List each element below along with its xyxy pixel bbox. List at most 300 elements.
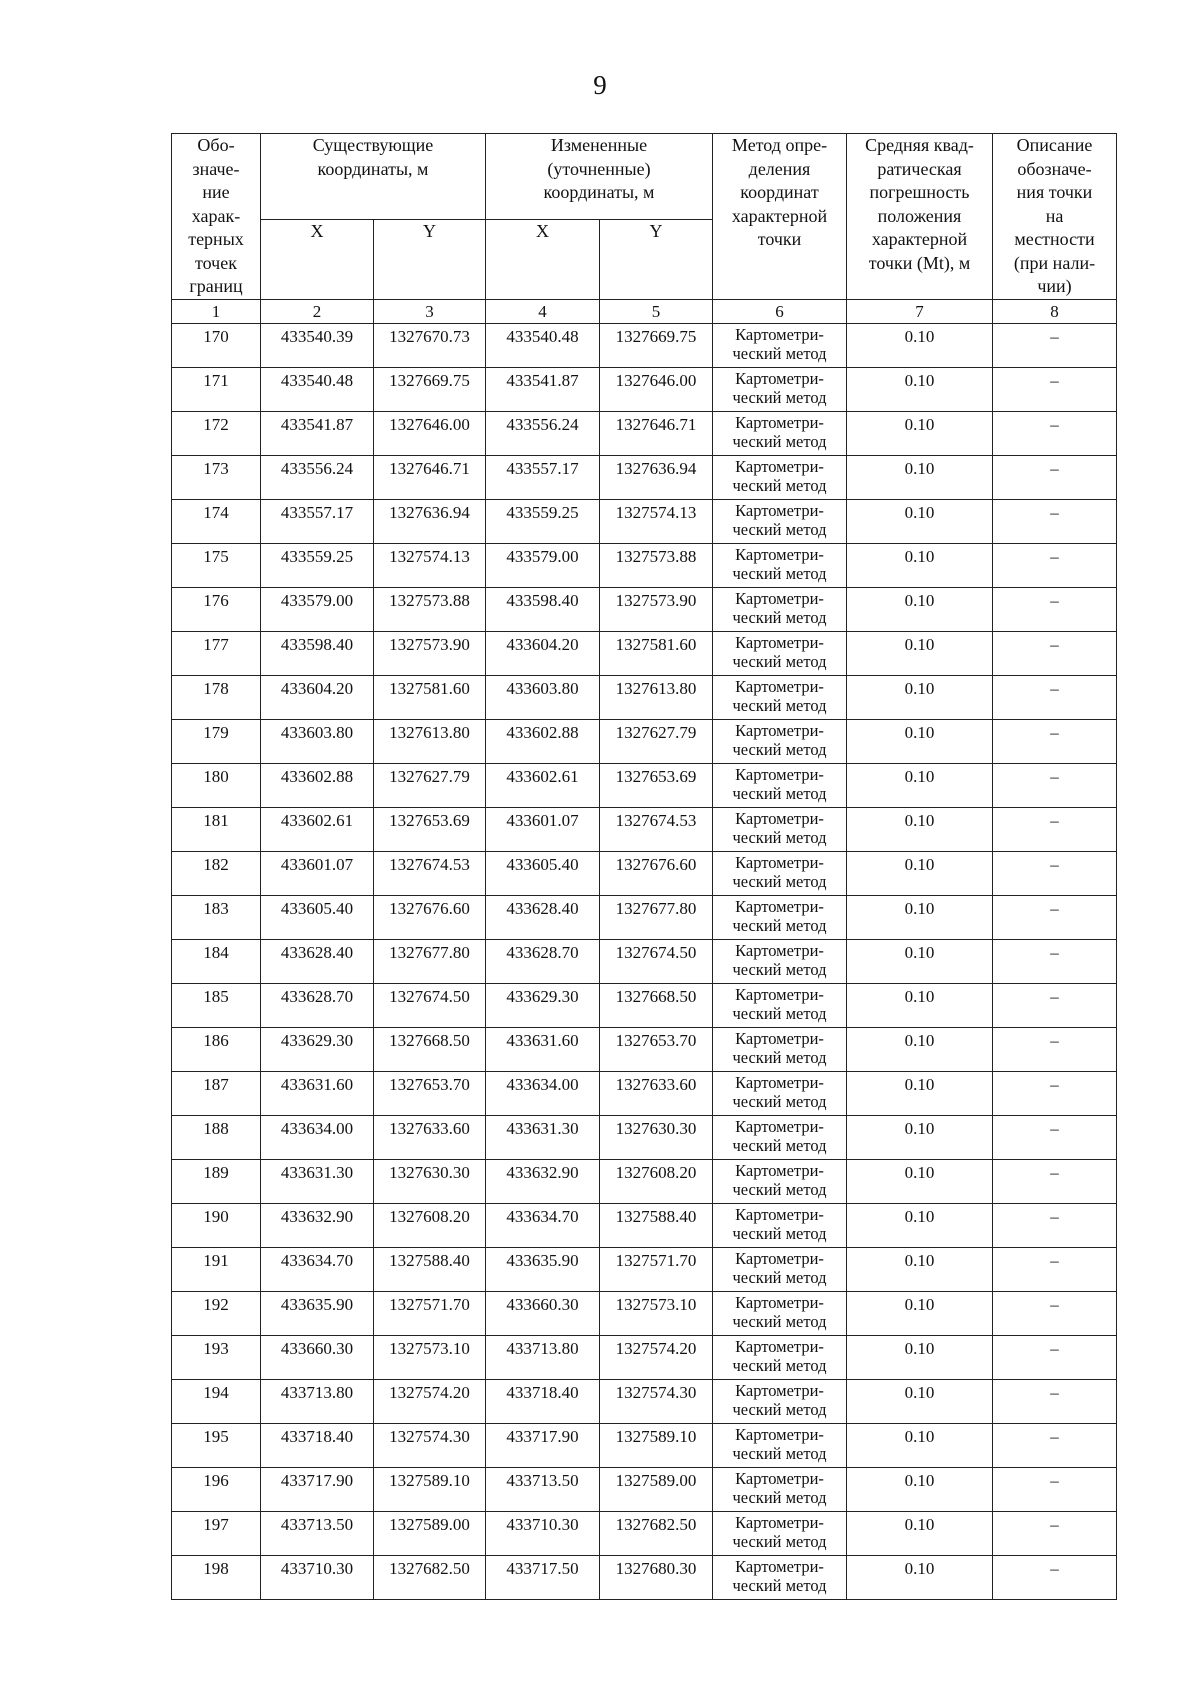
column-number-row <box>172 299 1117 323</box>
changed-y-cell: 1327573.90 <box>600 587 713 631</box>
method-cell <box>713 1159 847 1203</box>
existing-y-cell: 1327581.60 <box>374 675 486 719</box>
method-cell <box>713 323 847 367</box>
header-designation-line: Обо- <box>197 135 235 155</box>
method-cell <box>713 1511 847 1555</box>
table-row <box>172 1115 1117 1159</box>
header-method-line: деления <box>748 158 811 179</box>
method-line: Картометри- <box>735 1380 824 1400</box>
changed-x-cell: 433628.40 <box>486 895 600 939</box>
method-cell <box>713 1247 847 1291</box>
method-line: ческий метод <box>732 1047 827 1067</box>
table-row <box>172 851 1117 895</box>
header-description-line: местности <box>1014 229 1095 249</box>
method-cell <box>713 411 847 455</box>
existing-y-cell: 1327574.13 <box>374 543 486 587</box>
header-description-line: (при нали- <box>1013 252 1096 273</box>
changed-y-cell: 1327574.20 <box>600 1335 713 1379</box>
header-designation-line: харак- <box>191 205 241 226</box>
changed-y-cell: 1327574.13 <box>600 499 713 543</box>
table-row <box>172 807 1117 851</box>
point-id-cell: 189 <box>172 1159 261 1203</box>
changed-x-cell: 433710.30 <box>486 1511 600 1555</box>
method-line: Картометри- <box>735 940 824 960</box>
header-error-line: Средняя квад- <box>865 135 974 155</box>
method-line: Картометри- <box>735 808 824 828</box>
header-error-line: ратическая <box>877 158 962 179</box>
header-description-line: обозначе- <box>1017 158 1092 179</box>
description-cell: – <box>993 1115 1117 1159</box>
changed-x-cell: 433632.90 <box>486 1159 600 1203</box>
changed-x-cell: 433604.20 <box>486 631 600 675</box>
changed-x-cell: 433629.30 <box>486 983 600 1027</box>
existing-x-cell: 433634.70 <box>261 1247 374 1291</box>
method-line: Картометри- <box>735 896 824 916</box>
table-row <box>172 1159 1117 1203</box>
point-id-cell: 182 <box>172 851 261 895</box>
header-existing-x: X <box>261 219 374 299</box>
table-row <box>172 895 1117 939</box>
existing-y-cell: 1327636.94 <box>374 499 486 543</box>
description-cell: – <box>993 1335 1117 1379</box>
description-cell: – <box>993 367 1117 411</box>
page-number: 9 <box>593 70 607 100</box>
changed-x-cell: 433628.70 <box>486 939 600 983</box>
table-row <box>172 1467 1117 1511</box>
method-line: Картометри- <box>735 588 824 608</box>
mt-cell: 0.10 <box>847 1159 993 1203</box>
point-id-cell: 174 <box>172 499 261 543</box>
header-method-line: точки <box>757 229 802 249</box>
existing-x-cell: 433598.40 <box>261 631 374 675</box>
changed-x-cell: 433660.30 <box>486 1291 600 1335</box>
method-line: Картометри- <box>735 1556 824 1576</box>
changed-x-cell: 433631.30 <box>486 1115 600 1159</box>
changed-x-cell: 433713.50 <box>486 1467 600 1511</box>
method-line: ческий метод <box>732 607 827 627</box>
table-row <box>172 1027 1117 1071</box>
method-line: Картометри- <box>735 324 824 344</box>
method-line: Картометри- <box>735 1424 824 1444</box>
point-id-cell: 188 <box>172 1115 261 1159</box>
point-id-cell: 183 <box>172 895 261 939</box>
existing-y-cell: 1327674.53 <box>374 851 486 895</box>
existing-y-cell: 1327677.80 <box>374 939 486 983</box>
changed-y-cell: 1327653.69 <box>600 763 713 807</box>
mt-cell: 0.10 <box>847 719 993 763</box>
method-line: ческий метод <box>732 1443 827 1463</box>
changed-y-cell: 1327680.30 <box>600 1555 713 1599</box>
point-id-cell: 185 <box>172 983 261 1027</box>
method-line: Картометри- <box>735 500 824 520</box>
header-description-line: чии) <box>1037 276 1072 296</box>
method-line: ческий метод <box>732 1179 827 1199</box>
table-body <box>172 323 1117 1599</box>
changed-y-cell: 1327589.00 <box>600 1467 713 1511</box>
point-id-cell: 175 <box>172 543 261 587</box>
changed-x-cell: 433602.61 <box>486 763 600 807</box>
header-designation-line: границ <box>189 276 243 296</box>
table-row <box>172 499 1117 543</box>
existing-y-cell: 1327589.10 <box>374 1467 486 1511</box>
description-cell: – <box>993 323 1117 367</box>
method-line: ческий метод <box>732 1311 827 1331</box>
method-line: Картометри- <box>735 412 824 432</box>
description-cell: – <box>993 763 1117 807</box>
header-existing-coordinates <box>261 134 486 220</box>
header-designation-line: значе- <box>192 158 240 179</box>
changed-y-cell: 1327581.60 <box>600 631 713 675</box>
point-id-cell: 186 <box>172 1027 261 1071</box>
header-designation-line: ние <box>202 182 230 202</box>
method-line: ческий метод <box>732 563 827 583</box>
method-line: Картометри- <box>735 544 824 564</box>
table-row <box>172 719 1117 763</box>
description-cell: – <box>993 543 1117 587</box>
changed-x-cell: 433713.80 <box>486 1335 600 1379</box>
existing-x-cell: 433710.30 <box>261 1555 374 1599</box>
header-changed-y: Y <box>600 219 713 299</box>
changed-x-cell: 433541.87 <box>486 367 600 411</box>
description-cell: – <box>993 1379 1117 1423</box>
existing-y-cell: 1327573.90 <box>374 631 486 675</box>
changed-x-cell: 433717.50 <box>486 1555 600 1599</box>
description-cell: – <box>993 631 1117 675</box>
header-designation-line: терных <box>188 229 244 249</box>
point-id-cell: 181 <box>172 807 261 851</box>
changed-x-cell: 433635.90 <box>486 1247 600 1291</box>
existing-x-cell: 433601.07 <box>261 851 374 895</box>
column-number: 6 <box>713 299 847 323</box>
header-mean-square-error <box>847 134 993 300</box>
changed-y-cell: 1327633.60 <box>600 1071 713 1115</box>
description-cell: – <box>993 719 1117 763</box>
changed-y-cell: 1327613.80 <box>600 675 713 719</box>
mt-cell: 0.10 <box>847 1203 993 1247</box>
existing-x-cell: 433559.25 <box>261 543 374 587</box>
existing-x-cell: 433718.40 <box>261 1423 374 1467</box>
method-cell <box>713 719 847 763</box>
changed-x-cell: 433540.48 <box>486 323 600 367</box>
changed-x-cell: 433598.40 <box>486 587 600 631</box>
existing-x-cell: 433556.24 <box>261 455 374 499</box>
method-line: ческий метод <box>732 1003 827 1023</box>
existing-y-cell: 1327574.30 <box>374 1423 486 1467</box>
header-row-top <box>172 134 1117 220</box>
mt-cell: 0.10 <box>847 631 993 675</box>
existing-y-cell: 1327589.00 <box>374 1511 486 1555</box>
existing-y-cell: 1327588.40 <box>374 1247 486 1291</box>
point-id-cell: 177 <box>172 631 261 675</box>
point-id-cell: 176 <box>172 587 261 631</box>
mt-cell: 0.10 <box>847 1379 993 1423</box>
existing-x-cell: 433631.60 <box>261 1071 374 1115</box>
description-cell: – <box>993 1511 1117 1555</box>
method-line: ческий метод <box>732 1091 827 1111</box>
header-error-line: точки (Mt), м <box>868 252 971 273</box>
changed-x-cell: 433603.80 <box>486 675 600 719</box>
mt-cell: 0.10 <box>847 1511 993 1555</box>
method-cell <box>713 675 847 719</box>
description-cell: – <box>993 1291 1117 1335</box>
description-cell: – <box>993 895 1117 939</box>
method-cell <box>713 1379 847 1423</box>
method-line: Картометри- <box>735 456 824 476</box>
point-id-cell: 190 <box>172 1203 261 1247</box>
table-row <box>172 455 1117 499</box>
description-cell: – <box>993 1159 1117 1203</box>
method-line: ческий метод <box>732 783 827 803</box>
existing-x-cell: 433628.70 <box>261 983 374 1027</box>
method-line: Картометри- <box>735 1468 824 1488</box>
changed-x-cell: 433557.17 <box>486 455 600 499</box>
description-cell: – <box>993 455 1117 499</box>
method-line: Картометри- <box>735 720 824 740</box>
method-line: ческий метод <box>732 695 827 715</box>
mt-cell: 0.10 <box>847 1291 993 1335</box>
mt-cell: 0.10 <box>847 455 993 499</box>
point-id-cell: 179 <box>172 719 261 763</box>
existing-y-cell: 1327676.60 <box>374 895 486 939</box>
header-method-line: характерной <box>731 205 828 226</box>
header-changed-line: Измененные <box>550 135 648 155</box>
table-row <box>172 543 1117 587</box>
point-id-cell: 198 <box>172 1555 261 1599</box>
column-number: 7 <box>847 299 993 323</box>
column-number: 4 <box>486 299 600 323</box>
table-row <box>172 587 1117 631</box>
method-line: Картометри- <box>735 1204 824 1224</box>
method-line: ческий метод <box>732 1575 827 1595</box>
existing-y-cell: 1327630.30 <box>374 1159 486 1203</box>
changed-y-cell: 1327646.00 <box>600 367 713 411</box>
description-cell: – <box>993 983 1117 1027</box>
method-line: Картометри- <box>735 1160 824 1180</box>
changed-x-cell: 433634.70 <box>486 1203 600 1247</box>
point-id-cell: 187 <box>172 1071 261 1115</box>
table-row <box>172 1203 1117 1247</box>
description-cell: – <box>993 1203 1117 1247</box>
table-row <box>172 1379 1117 1423</box>
changed-y-cell: 1327588.40 <box>600 1203 713 1247</box>
table-row <box>172 1247 1117 1291</box>
method-line: ческий метод <box>732 915 827 935</box>
method-line: ческий метод <box>732 343 827 363</box>
description-cell: – <box>993 1247 1117 1291</box>
header-error-line: характерной <box>871 229 968 249</box>
header-changed-line: (уточненные) <box>547 158 651 179</box>
changed-y-cell: 1327669.75 <box>600 323 713 367</box>
mt-cell: 0.10 <box>847 1467 993 1511</box>
existing-x-cell: 433635.90 <box>261 1291 374 1335</box>
point-id-cell: 197 <box>172 1511 261 1555</box>
existing-y-cell: 1327633.60 <box>374 1115 486 1159</box>
method-line: ческий метод <box>732 519 827 539</box>
changed-x-cell: 433601.07 <box>486 807 600 851</box>
existing-y-cell: 1327669.75 <box>374 367 486 411</box>
description-cell: – <box>993 1423 1117 1467</box>
changed-y-cell: 1327636.94 <box>600 455 713 499</box>
changed-y-cell: 1327573.88 <box>600 543 713 587</box>
method-line: ческий метод <box>732 739 827 759</box>
description-cell: – <box>993 1555 1117 1599</box>
method-line: ческий метод <box>732 1487 827 1507</box>
existing-y-cell: 1327608.20 <box>374 1203 486 1247</box>
header-existing-y: Y <box>374 219 486 299</box>
method-cell <box>713 367 847 411</box>
table-row <box>172 1071 1117 1115</box>
point-id-cell: 170 <box>172 323 261 367</box>
method-line: ческий метод <box>732 1267 827 1287</box>
method-line: ческий метод <box>732 1223 827 1243</box>
header-changed-line: координаты, м <box>543 182 655 202</box>
method-line: Картометри- <box>735 1512 824 1532</box>
existing-x-cell: 433540.39 <box>261 323 374 367</box>
mt-cell: 0.10 <box>847 323 993 367</box>
column-number: 1 <box>172 299 261 323</box>
changed-x-cell: 433556.24 <box>486 411 600 455</box>
header-error-line: погрешность <box>869 182 970 202</box>
header-error-line: положения <box>877 205 962 226</box>
mt-cell: 0.10 <box>847 1115 993 1159</box>
header-description-line: Описание <box>1016 135 1093 155</box>
coordinates-table <box>171 133 1117 1600</box>
table-row <box>172 675 1117 719</box>
existing-x-cell: 433540.48 <box>261 367 374 411</box>
method-line: Картометри- <box>735 1248 824 1268</box>
existing-y-cell: 1327670.73 <box>374 323 486 367</box>
table-row <box>172 983 1117 1027</box>
description-cell: – <box>993 1071 1117 1115</box>
mt-cell: 0.10 <box>847 851 993 895</box>
changed-y-cell: 1327571.70 <box>600 1247 713 1291</box>
existing-x-cell: 433713.80 <box>261 1379 374 1423</box>
method-line: Картометри- <box>735 1336 824 1356</box>
header-designation-line: точек <box>195 252 237 273</box>
changed-x-cell: 433559.25 <box>486 499 600 543</box>
changed-y-cell: 1327674.53 <box>600 807 713 851</box>
mt-cell: 0.10 <box>847 1423 993 1467</box>
header-designation <box>172 134 261 300</box>
existing-x-cell: 433602.61 <box>261 807 374 851</box>
method-line: Картометри- <box>735 1116 824 1136</box>
existing-x-cell: 433604.20 <box>261 675 374 719</box>
method-cell <box>713 1555 847 1599</box>
description-cell: – <box>993 939 1117 983</box>
method-cell <box>713 1203 847 1247</box>
existing-y-cell: 1327646.00 <box>374 411 486 455</box>
point-id-cell: 171 <box>172 367 261 411</box>
method-line: ческий метод <box>732 1355 827 1375</box>
mt-cell: 0.10 <box>847 983 993 1027</box>
point-id-cell: 194 <box>172 1379 261 1423</box>
existing-y-cell: 1327646.71 <box>374 455 486 499</box>
method-line: Картометри- <box>735 764 824 784</box>
description-cell: – <box>993 851 1117 895</box>
mt-cell: 0.10 <box>847 499 993 543</box>
table-row <box>172 1555 1117 1599</box>
table-row <box>172 411 1117 455</box>
point-id-cell: 173 <box>172 455 261 499</box>
method-cell <box>713 1027 847 1071</box>
changed-x-cell: 433579.00 <box>486 543 600 587</box>
method-cell <box>713 499 847 543</box>
method-cell <box>713 763 847 807</box>
changed-y-cell: 1327574.30 <box>600 1379 713 1423</box>
mt-cell: 0.10 <box>847 367 993 411</box>
point-id-cell: 195 <box>172 1423 261 1467</box>
changed-x-cell: 433717.90 <box>486 1423 600 1467</box>
changed-x-cell: 433631.60 <box>486 1027 600 1071</box>
method-line: Картометри- <box>735 632 824 652</box>
mt-cell: 0.10 <box>847 939 993 983</box>
existing-x-cell: 433660.30 <box>261 1335 374 1379</box>
mt-cell: 0.10 <box>847 587 993 631</box>
mt-cell: 0.10 <box>847 411 993 455</box>
existing-x-cell: 433628.40 <box>261 939 374 983</box>
method-cell <box>713 895 847 939</box>
existing-x-cell: 433579.00 <box>261 587 374 631</box>
mt-cell: 0.10 <box>847 763 993 807</box>
existing-y-cell: 1327668.50 <box>374 1027 486 1071</box>
mt-cell: 0.10 <box>847 1071 993 1115</box>
existing-x-cell: 433605.40 <box>261 895 374 939</box>
table-row <box>172 631 1117 675</box>
method-line: Картометри- <box>735 676 824 696</box>
header-method-line: Метод опре- <box>731 135 828 155</box>
header-existing-line: координаты, м <box>317 158 429 179</box>
existing-x-cell: 433629.30 <box>261 1027 374 1071</box>
method-line: ческий метод <box>732 387 827 407</box>
table-row <box>172 763 1117 807</box>
method-cell <box>713 807 847 851</box>
method-cell <box>713 1291 847 1335</box>
method-line: ческий метод <box>732 959 827 979</box>
method-line: Картометри- <box>735 1072 824 1092</box>
method-line: Картометри- <box>735 1028 824 1048</box>
method-cell <box>713 1071 847 1115</box>
mt-cell: 0.10 <box>847 807 993 851</box>
point-id-cell: 172 <box>172 411 261 455</box>
existing-y-cell: 1327574.20 <box>374 1379 486 1423</box>
mt-cell: 0.10 <box>847 1027 993 1071</box>
existing-x-cell: 433603.80 <box>261 719 374 763</box>
method-cell <box>713 939 847 983</box>
existing-y-cell: 1327627.79 <box>374 763 486 807</box>
method-cell <box>713 543 847 587</box>
header-existing-line: Существующие <box>312 135 434 155</box>
changed-y-cell: 1327589.10 <box>600 1423 713 1467</box>
description-cell: – <box>993 499 1117 543</box>
point-id-cell: 196 <box>172 1467 261 1511</box>
header-method-line: координат <box>740 182 819 202</box>
changed-x-cell: 433718.40 <box>486 1379 600 1423</box>
method-cell <box>713 851 847 895</box>
changed-x-cell: 433602.88 <box>486 719 600 763</box>
changed-y-cell: 1327608.20 <box>600 1159 713 1203</box>
point-id-cell: 180 <box>172 763 261 807</box>
changed-x-cell: 433634.00 <box>486 1071 600 1115</box>
description-cell: – <box>993 807 1117 851</box>
table-row <box>172 1423 1117 1467</box>
header-description <box>993 134 1117 300</box>
header-description-line: на <box>1045 205 1064 226</box>
point-id-cell: 184 <box>172 939 261 983</box>
table-row <box>172 367 1117 411</box>
changed-y-cell: 1327668.50 <box>600 983 713 1027</box>
method-cell <box>713 455 847 499</box>
method-line: ческий метод <box>732 431 827 451</box>
